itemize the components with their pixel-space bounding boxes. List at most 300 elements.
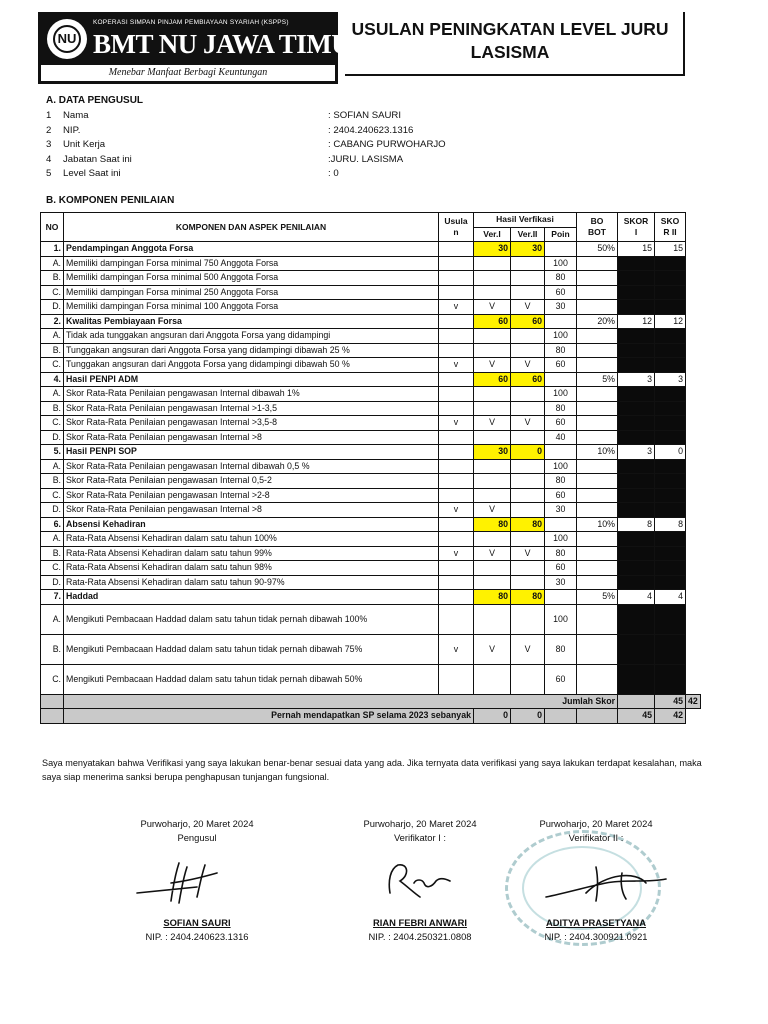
usulan-check: [439, 343, 474, 358]
signer-nip: NIP. : 2404.250321.0808: [368, 931, 472, 942]
skor1-blackout: [618, 503, 655, 518]
section-a-heading: A. DATA PENGUSUL: [46, 95, 144, 106]
document-title: [345, 18, 675, 64]
title-line-2: LASISMA: [470, 42, 550, 62]
criteria-text: Memiliki dampingan Forsa minimal 750 Anggota Forsa: [64, 256, 439, 271]
usulan-check: [439, 532, 474, 547]
ver2-check: [511, 459, 545, 474]
criteria-row: [41, 575, 701, 590]
ver2-score: 80: [511, 590, 545, 605]
usulan-cell: [439, 242, 474, 257]
usulan-line-1: Usula: [444, 216, 468, 226]
field-value: : CABANG PURWOHARJO: [328, 139, 446, 151]
row-number: 6.: [41, 517, 64, 532]
col-hasil-verifikasi: Hasil Verfikasi: [474, 213, 577, 228]
bobot-empty: [577, 387, 618, 402]
ver1-check: [474, 343, 511, 358]
ver1-check: [474, 271, 511, 286]
criteria-text: Tunggakan angsuran dari Anggota Forsa yang didampingi dibawah 50 %: [64, 358, 439, 373]
nu-emblem-icon: [47, 19, 87, 59]
bobot-empty: [577, 575, 618, 590]
skor1-value: 15: [618, 242, 655, 257]
criteria-row: [41, 329, 701, 344]
usulan-line-2: n: [453, 227, 459, 237]
row-letter: D.: [41, 430, 64, 445]
poin-value: 100: [545, 604, 577, 634]
poin-value: 60: [545, 561, 577, 576]
bobot-empty: [577, 300, 618, 315]
col-skor-1: [618, 213, 655, 242]
criteria-row: [41, 285, 701, 300]
skor1-blackout: [618, 546, 655, 561]
ver2-score: 80: [511, 517, 545, 532]
criteria-text: Skor Rata-Rata Penilaian pengawasan Internal dibawah 1%: [64, 387, 439, 402]
skor2-value: 0: [655, 445, 686, 460]
criteria-row: [41, 546, 701, 561]
ver1-check: V: [474, 634, 511, 664]
row-letter: D.: [41, 300, 64, 315]
skor1-blackout: [618, 329, 655, 344]
poin-value: 60: [545, 416, 577, 431]
org-type: KOPERASI SIMPAN PINJAM PEMBIAYAAN SYARIAH (KSPPS): [93, 19, 289, 26]
ver2-score: 60: [511, 372, 545, 387]
bobot-empty: [577, 285, 618, 300]
poin-value: 80: [545, 634, 577, 664]
poin-cell: [545, 242, 577, 257]
skor1-blackout: [618, 256, 655, 271]
skor2-value: 15: [655, 242, 686, 257]
signer-nip: NIP. : 2404.300921.0921: [544, 931, 648, 942]
usulan-check: v: [439, 358, 474, 373]
bobot-empty: [577, 488, 618, 503]
criteria-text: Skor Rata-Rata Penilaian pengawasan Internal dibawah 0,5 %: [64, 459, 439, 474]
ver2-check: [511, 604, 545, 634]
sp-row: [41, 709, 701, 724]
field-value: : 0: [328, 168, 339, 180]
row-number: 2.: [41, 314, 64, 329]
handwritten-signature: [107, 847, 287, 915]
usulan-check: [439, 561, 474, 576]
row-letter: D.: [41, 575, 64, 590]
component-row: [41, 590, 701, 605]
ver2-score: 0: [511, 445, 545, 460]
ver1-check: [474, 604, 511, 634]
row-letter: D.: [41, 503, 64, 518]
usulan-check: [439, 575, 474, 590]
bobot-empty: [577, 532, 618, 547]
document-title-box: [345, 12, 685, 76]
poin-value: 100: [545, 329, 577, 344]
usulan-check: [439, 488, 474, 503]
row-letter: C.: [41, 664, 64, 694]
bobot-line-2: BOT: [588, 227, 606, 237]
ver2-check: [511, 488, 545, 503]
usulan-cell: [439, 445, 474, 460]
poin-value: 30: [545, 300, 577, 315]
row-letter: B.: [41, 634, 64, 664]
poin-cell: [545, 590, 577, 605]
ver2-check: [511, 664, 545, 694]
row-letter: C.: [41, 561, 64, 576]
row-letter: B.: [41, 271, 64, 286]
criteria-row: [41, 300, 701, 315]
skor1-blackout: [618, 604, 655, 634]
poin-value: 30: [545, 575, 577, 590]
criteria-text: Skor Rata-Rata Penilaian pengawasan Internal >8: [64, 430, 439, 445]
ver1-check: [474, 575, 511, 590]
col-poin: Poin: [545, 227, 577, 242]
bobot-empty: [577, 358, 618, 373]
sp-skor2: 42: [655, 709, 686, 724]
usulan-check: v: [439, 503, 474, 518]
ver2-check: V: [511, 634, 545, 664]
ver2-check: [511, 401, 545, 416]
criteria-text: Tunggakan angsuran dari Anggota Forsa yang didampingi dibawah 25 %: [64, 343, 439, 358]
skor1-blackout: [618, 271, 655, 286]
criteria-text: Skor Rata-Rata Penilaian pengawasan Internal >8: [64, 503, 439, 518]
row-letter: B.: [41, 474, 64, 489]
skor2-line-2: R II: [663, 227, 677, 237]
total-spacer: [41, 694, 64, 709]
component-name: Pendampingan Anggota Forsa: [64, 242, 439, 257]
row-number: 5.: [41, 445, 64, 460]
field-value: :JURU. LASISMA: [328, 153, 404, 165]
bobot-empty: [577, 634, 618, 664]
ver1-check: V: [474, 416, 511, 431]
ver1-check: V: [474, 546, 511, 561]
skor1-blackout: [618, 532, 655, 547]
skor2-blackout: [655, 300, 686, 315]
skor2-value: 12: [655, 314, 686, 329]
criteria-row: [41, 532, 701, 547]
ver2-check: V: [511, 546, 545, 561]
skor1-blackout: [618, 488, 655, 503]
field-label: Unit Kerja: [63, 139, 106, 151]
signer-name: SOFIAN SAURI: [163, 917, 231, 928]
bobot-empty: [577, 664, 618, 694]
row-letter: A.: [41, 329, 64, 344]
bobot-empty: [577, 271, 618, 286]
skor2-blackout: [655, 575, 686, 590]
ver2-check: V: [511, 358, 545, 373]
poin-value: 100: [545, 387, 577, 402]
criteria-row: [41, 488, 701, 503]
ver1-check: [474, 387, 511, 402]
ver2-check: [511, 575, 545, 590]
signature-column: [107, 818, 287, 942]
field-label: Level Saat ini: [63, 168, 121, 180]
usulan-check: [439, 604, 474, 634]
poin-value: 60: [545, 664, 577, 694]
row-letter: B.: [41, 343, 64, 358]
field-label: Jabatan Saat ini: [63, 153, 132, 165]
criteria-row: [41, 271, 701, 286]
ver2-check: [511, 561, 545, 576]
criteria-row: [41, 474, 701, 489]
row-letter: B.: [41, 401, 64, 416]
usulan-check: v: [439, 300, 474, 315]
row-letter: C.: [41, 488, 64, 503]
poin-value: 80: [545, 546, 577, 561]
criteria-row: [41, 387, 701, 402]
row-number: 7.: [41, 590, 64, 605]
skor2-blackout: [655, 503, 686, 518]
skor2-blackout: [655, 546, 686, 561]
skor1-value: 3: [618, 372, 655, 387]
ver1-check: V: [474, 358, 511, 373]
sign-role: Verifikator II :: [568, 832, 624, 843]
field-value: : SOFIAN SAURI: [328, 110, 402, 121]
ver2-check: [511, 387, 545, 402]
skor2-blackout: [655, 604, 686, 634]
ver2-check: [511, 503, 545, 518]
skor1-blackout: [618, 459, 655, 474]
total-skor2: 42: [686, 694, 701, 709]
row-letter: C.: [41, 285, 64, 300]
bobot-empty: [577, 503, 618, 518]
skor1-value: 4: [618, 590, 655, 605]
skor2-blackout: [655, 561, 686, 576]
verification-statement: Saya menyatakan bahwa Verifikasi yang saya lakukan benar-benar sesuai data yang ada. Jika ternyata data verifikasi yang saya lakukan terdapat kesalahan, maka saya siap menerima sanksi berupa penghapusan tunjangan fungsional.: [42, 758, 702, 782]
criteria-text: Mengikuti Pembacaan Haddad dalam satu tahun tidak pernah dibawah 50%: [64, 664, 439, 694]
skor1-value: 3: [618, 445, 655, 460]
bobot-empty: [577, 329, 618, 344]
criteria-text: Mengikuti Pembacaan Haddad dalam satu tahun tidak pernah dibawah 100%: [64, 604, 439, 634]
poin-value: 40: [545, 430, 577, 445]
usulan-cell: [439, 517, 474, 532]
skor2-blackout: [655, 474, 686, 489]
component-row: [41, 372, 701, 387]
row-letter: A.: [41, 459, 64, 474]
criteria-text: Skor Rata-Rata Penilaian pengawasan Internal >1-3,5: [64, 401, 439, 416]
bobot-empty: [577, 474, 618, 489]
ver1-check: [474, 285, 511, 300]
criteria-row: [41, 664, 701, 694]
criteria-text: Rata-Rata Absensi Kehadiran dalam satu tahun 100%: [64, 532, 439, 547]
skor1-value: 12: [618, 314, 655, 329]
criteria-text: Memiliki dampingan Forsa minimal 500 Anggota Forsa: [64, 271, 439, 286]
skor1-line-2: I: [634, 227, 638, 237]
total-skor1: 45: [655, 694, 686, 709]
sp-poin: [545, 709, 577, 724]
usulan-check: [439, 256, 474, 271]
skor2-blackout: [655, 664, 686, 694]
bobot-line-1: BO: [590, 216, 604, 226]
bobot-value: 5%: [577, 372, 618, 387]
ver1-score: 60: [474, 314, 511, 329]
skor2-value: 3: [655, 372, 686, 387]
skor2-blackout: [655, 329, 686, 344]
skor1-blackout: [618, 358, 655, 373]
col-bobot: [577, 213, 618, 242]
criteria-row: [41, 634, 701, 664]
skor1-blackout: [618, 634, 655, 664]
ver2-check: [511, 271, 545, 286]
skor2-blackout: [655, 256, 686, 271]
signer-nip: NIP. : 2404.240623.1316: [145, 931, 249, 942]
usulan-check: v: [439, 416, 474, 431]
poin-value: 80: [545, 271, 577, 286]
row-letter: A.: [41, 387, 64, 402]
ver2-check: [511, 329, 545, 344]
ver2-check: [511, 285, 545, 300]
handwritten-signature: [506, 847, 686, 915]
usulan-cell: [439, 314, 474, 329]
criteria-row: [41, 256, 701, 271]
usulan-check: [439, 271, 474, 286]
ver1-check: [474, 664, 511, 694]
row-letter: C.: [41, 358, 64, 373]
bobot-value: 50%: [577, 242, 618, 257]
emblem-mark: NU: [53, 25, 81, 53]
skor2-blackout: [655, 358, 686, 373]
sign-role: Verifikator I :: [393, 832, 447, 843]
row-letter: A.: [41, 532, 64, 547]
sp-spacer: [41, 709, 64, 724]
row-letter: B.: [41, 546, 64, 561]
ver2-check: [511, 474, 545, 489]
bobot-value: 10%: [577, 445, 618, 460]
skor2-blackout: [655, 271, 686, 286]
usulan-check: [439, 329, 474, 344]
sign-role: Pengusul: [177, 832, 217, 843]
ver2-check: [511, 256, 545, 271]
skor1-blackout: [618, 343, 655, 358]
total-row: [41, 694, 701, 709]
ver1-check: [474, 488, 511, 503]
skor2-blackout: [655, 285, 686, 300]
component-row: [41, 445, 701, 460]
skor1-blackout: [618, 430, 655, 445]
skor2-blackout: [655, 459, 686, 474]
usulan-check: [439, 387, 474, 402]
row-letter: A.: [41, 256, 64, 271]
ver1-check: [474, 459, 511, 474]
skor1-blackout: [618, 387, 655, 402]
poin-value: 60: [545, 285, 577, 300]
ver1-score: 30: [474, 242, 511, 257]
criteria-text: Skor Rata-Rata Penilaian pengawasan Internal >3,5-8: [64, 416, 439, 431]
criteria-text: Tidak ada tunggakan angsuran dari Anggota Forsa yang didampingi: [64, 329, 439, 344]
poin-cell: [545, 445, 577, 460]
title-line-1: USULAN PENINGKATAN LEVEL JURU: [351, 19, 669, 39]
poin-value: 100: [545, 532, 577, 547]
usulan-cell: [439, 372, 474, 387]
sp-skor1: 45: [618, 709, 655, 724]
ver2-score: 60: [511, 314, 545, 329]
criteria-row: [41, 430, 701, 445]
skor1-blackout: [618, 285, 655, 300]
criteria-row: [41, 561, 701, 576]
org-logo: [38, 12, 370, 84]
skor2-blackout: [655, 634, 686, 664]
skor2-blackout: [655, 401, 686, 416]
ver2-check: [511, 532, 545, 547]
skor1-blackout: [618, 401, 655, 416]
skor2-blackout: [655, 488, 686, 503]
row-letter: A.: [41, 604, 64, 634]
ver1-check: [474, 561, 511, 576]
poin-cell: [545, 517, 577, 532]
bobot-empty: [577, 546, 618, 561]
criteria-text: Rata-Rata Absensi Kehadiran dalam satu tahun 99%: [64, 546, 439, 561]
field-number: 4: [46, 153, 52, 165]
col-skor-2: [655, 213, 686, 242]
criteria-text: Mengikuti Pembacaan Haddad dalam satu tahun tidak pernah dibawah 75%: [64, 634, 439, 664]
skor2-blackout: [655, 343, 686, 358]
component-name: Hasil PENPI SOP: [64, 445, 439, 460]
criteria-text: Skor Rata-Rata Penilaian pengawasan Internal >2-8: [64, 488, 439, 503]
bobot-value: 5%: [577, 590, 618, 605]
ver2-check: [511, 343, 545, 358]
bobot-empty: [577, 561, 618, 576]
criteria-row: [41, 343, 701, 358]
ver1-check: [474, 256, 511, 271]
skor1-blackout: [618, 561, 655, 576]
sign-place-date: Purwoharjo, 20 Maret 2024: [140, 818, 254, 829]
poin-cell: [545, 314, 577, 329]
row-number: 1.: [41, 242, 64, 257]
row-letter: C.: [41, 416, 64, 431]
sp-ver2: 0: [511, 709, 545, 724]
skor2-line-1: SKO: [660, 216, 680, 226]
assessment-table: [40, 212, 701, 724]
skor2-blackout: [655, 387, 686, 402]
skor1-line-1: SKOR: [623, 216, 649, 226]
bobot-empty: [577, 604, 618, 634]
signature-column: [330, 818, 510, 942]
logo-banner: [41, 15, 370, 65]
signer-name: ADITYA PRASETYANA: [545, 917, 647, 928]
field-label: NIP.: [63, 124, 81, 136]
poin-value: 80: [545, 343, 577, 358]
sp-bobot: [577, 709, 618, 724]
bobot-value: 20%: [577, 314, 618, 329]
ver2-check: [511, 430, 545, 445]
skor1-blackout: [618, 664, 655, 694]
col-aspek: KOMPONEN DAN ASPEK PENILAIAN: [64, 213, 439, 242]
component-row: [41, 242, 701, 257]
poin-value: 60: [545, 358, 577, 373]
ver1-check: [474, 329, 511, 344]
usulan-check: v: [439, 546, 474, 561]
total-label: Jumlah Skor: [64, 694, 618, 709]
ver1-score: 80: [474, 517, 511, 532]
skor2-blackout: [655, 416, 686, 431]
skor1-value: 8: [618, 517, 655, 532]
ver1-check: [474, 474, 511, 489]
bobot-empty: [577, 343, 618, 358]
component-name: Hasil PENPI ADM: [64, 372, 439, 387]
header-row: [41, 213, 701, 228]
bobot-empty: [577, 416, 618, 431]
usulan-check: [439, 401, 474, 416]
component-name: Kwalitas Pembiayaan Forsa: [64, 314, 439, 329]
bobot-value: 10%: [577, 517, 618, 532]
poin-cell: [545, 372, 577, 387]
ver1-check: [474, 430, 511, 445]
usulan-check: [439, 474, 474, 489]
ver2-check: V: [511, 300, 545, 315]
field-number: 1: [46, 110, 52, 121]
poin-value: 100: [545, 256, 577, 271]
section-b-heading: B. KOMPONEN PENILAIAN: [46, 195, 175, 206]
ver1-score: 30: [474, 445, 511, 460]
handwritten-signature: [330, 847, 510, 915]
component-row: [41, 517, 701, 532]
criteria-row: [41, 401, 701, 416]
field-value: : 2404.240623.1316: [328, 124, 414, 136]
